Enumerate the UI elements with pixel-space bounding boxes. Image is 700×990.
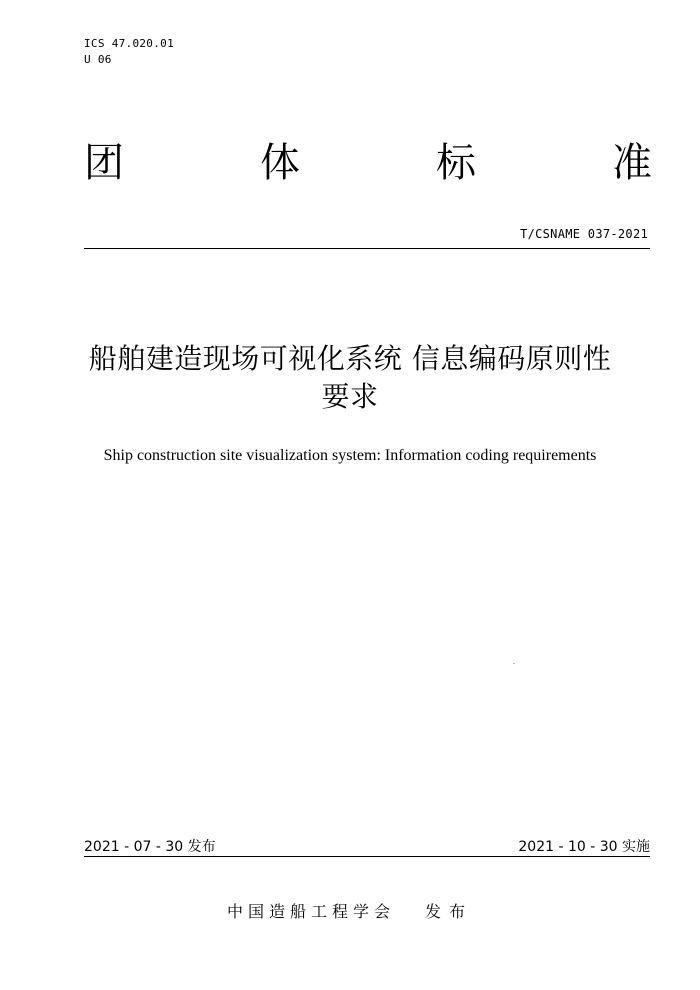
issuer-action: 发布 <box>425 902 474 921</box>
issuer-line <box>0 901 700 923</box>
issuer-organization: 中国造船工程学会 <box>226 902 395 921</box>
chinese-title-line-1: 船舶建造现场可视化系统 信息编码原则性 <box>88 342 612 375</box>
scan-speck <box>513 663 515 664</box>
chinese-title <box>40 340 660 416</box>
date-divider <box>84 856 650 857</box>
standard-number: T/CSNAME 037-2021 <box>520 227 648 241</box>
classification-codes <box>84 36 174 68</box>
standard-type-char: 团 <box>84 140 124 186</box>
chinese-title-line-2: 要求 <box>321 380 379 413</box>
standard-type-char: 体 <box>260 140 300 186</box>
date-row <box>84 838 650 858</box>
ccs-code: U 06 <box>84 53 112 66</box>
standard-type-title <box>84 138 652 188</box>
header-divider <box>84 248 650 249</box>
standard-type-char: 准 <box>612 140 652 186</box>
ics-code: ICS 47.020.01 <box>84 37 174 50</box>
standard-type-char: 标 <box>436 140 476 186</box>
implement-date: 2021 - 10 - 30 实施 <box>518 839 650 855</box>
english-title: Ship construction site visualization system: Information coding requirements <box>103 447 597 464</box>
publish-date: 2021 - 07 - 30 发布 <box>84 839 216 855</box>
